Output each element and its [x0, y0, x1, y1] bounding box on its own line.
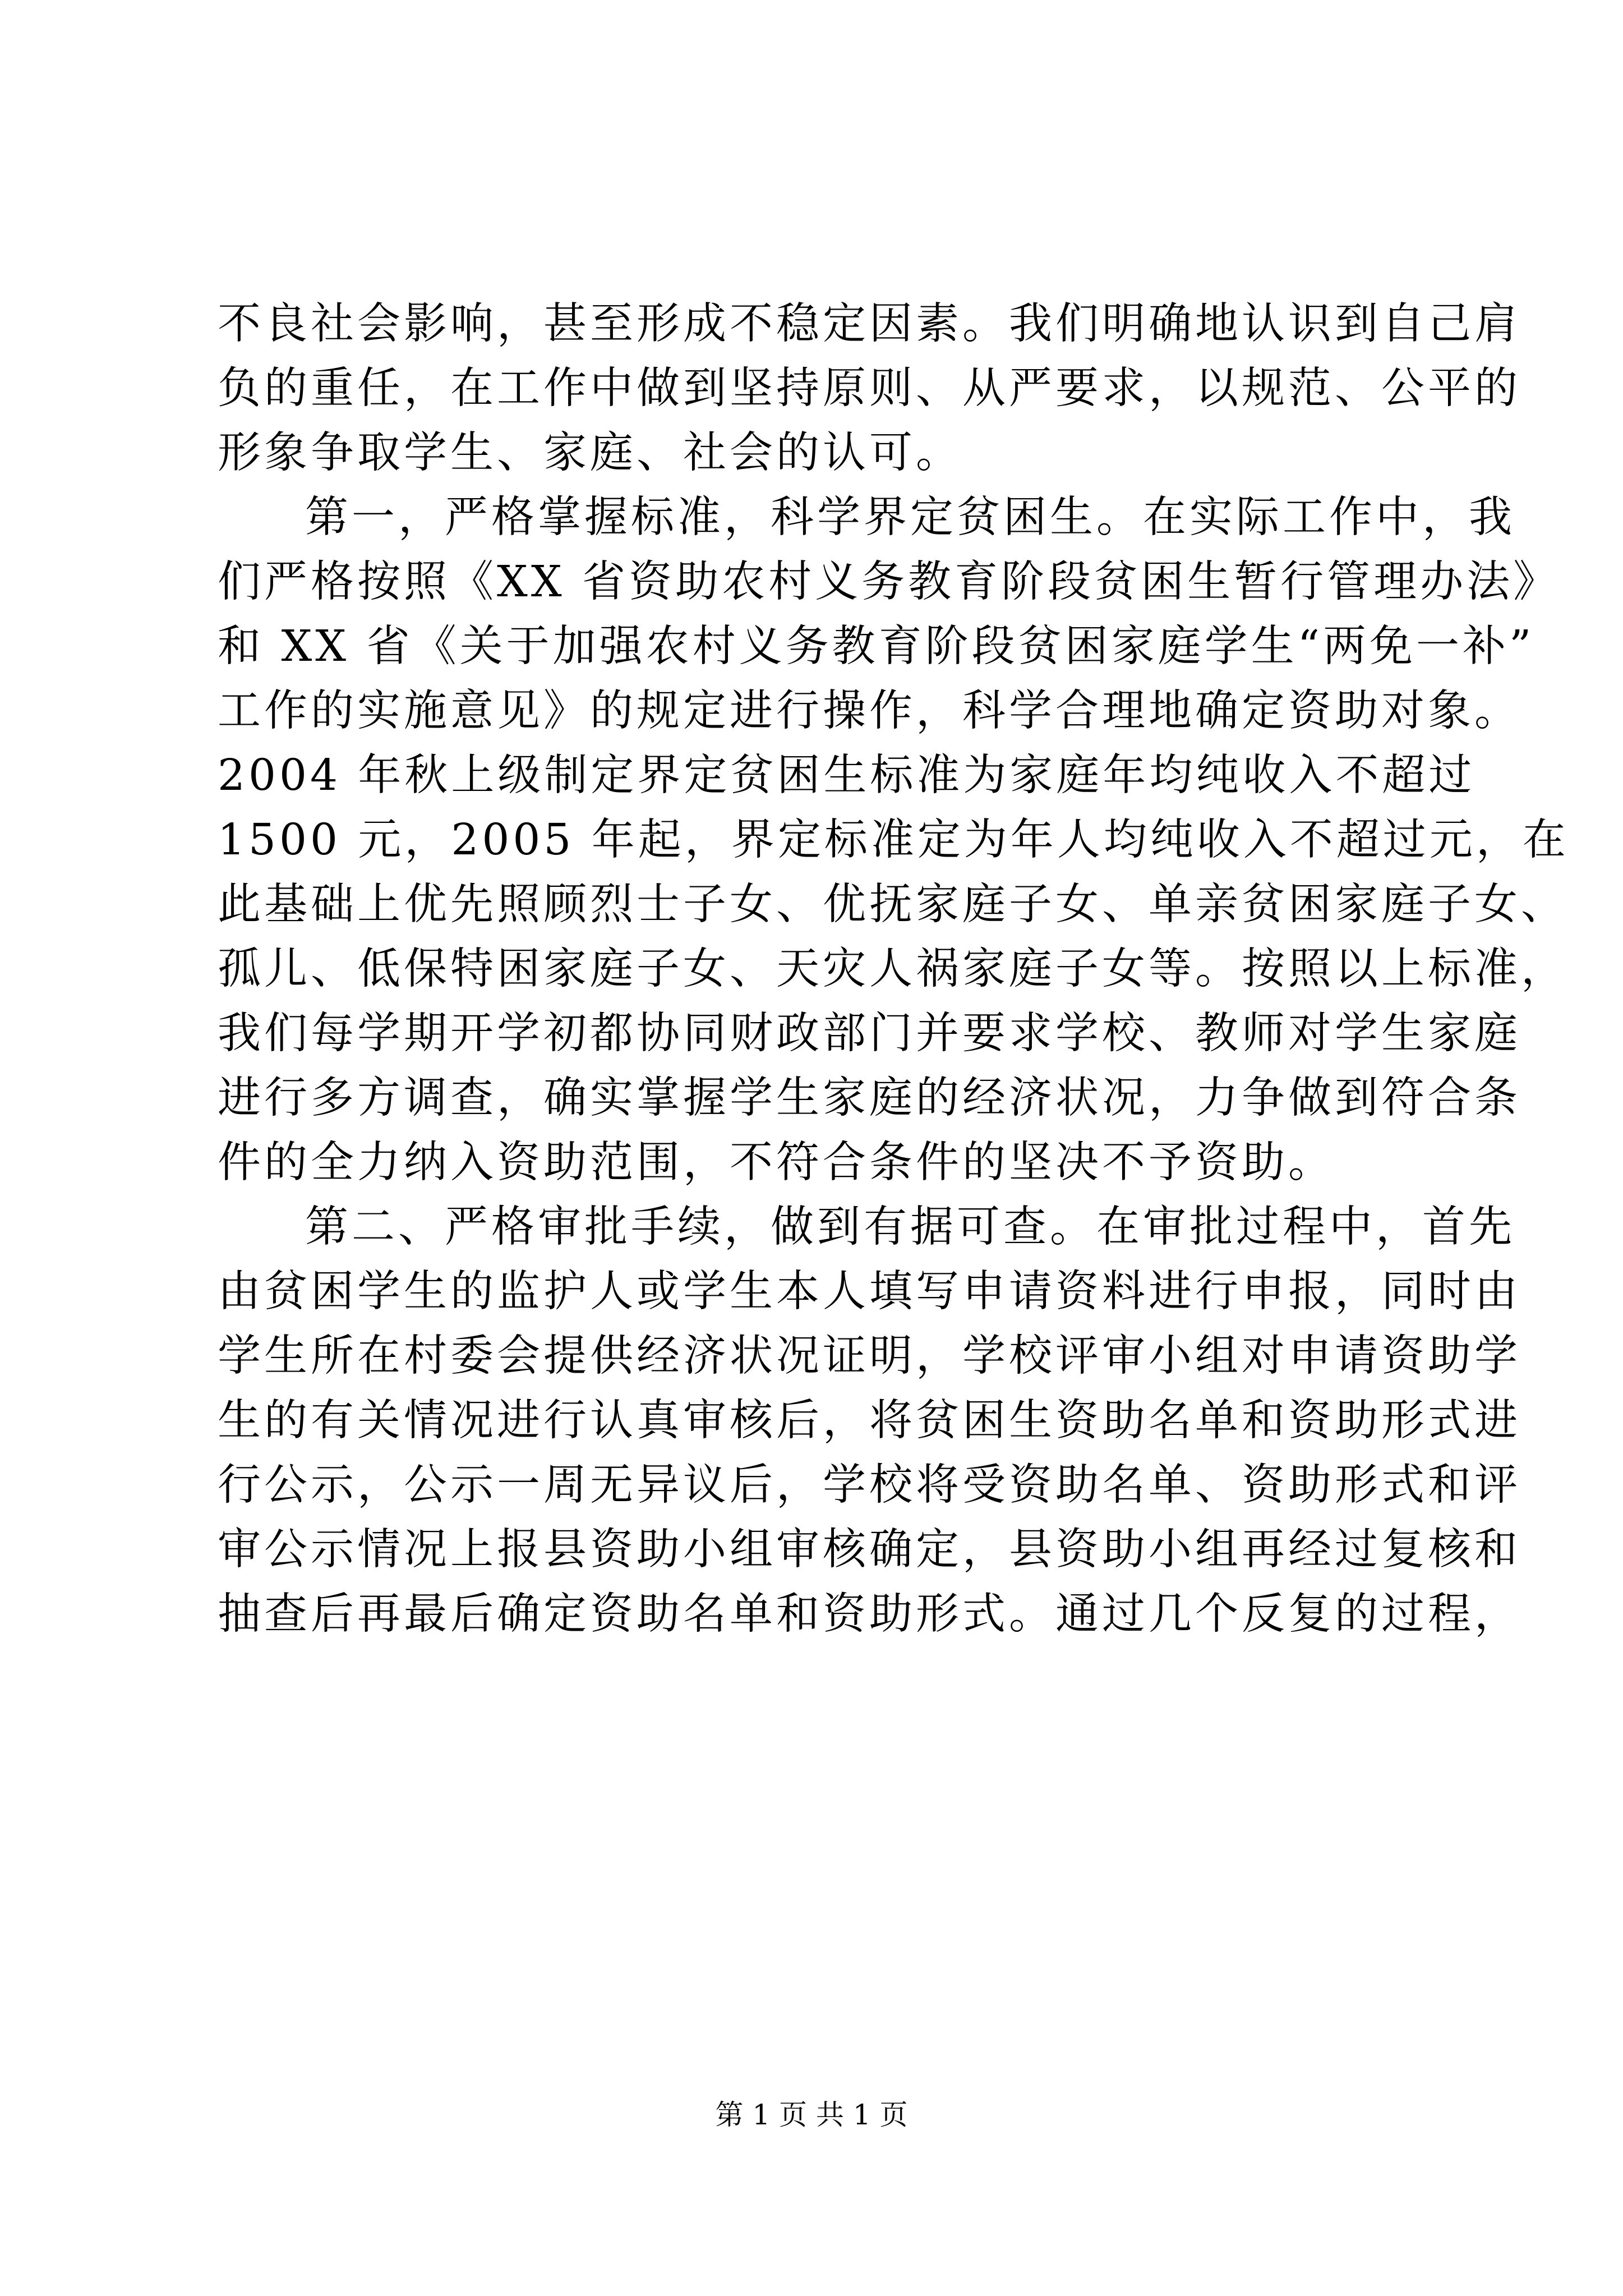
text-line: 工作的实施意见》的规定进行操作，科学合理地确定资助对象。	[218, 686, 1521, 736]
text-line: 生的有关情况进行认真审核后，将贫困生资助名单和资助形式进	[218, 1396, 1521, 1446]
text-line: 行公示，公示一周无异议后，学校将受资助名单、资助形式和评	[218, 1460, 1521, 1510]
text-line: 审公示情况上报县资助小组审核确定，县资助小组再经过复核和	[218, 1525, 1521, 1575]
text-line: 不良社会影响，甚至形成不稳定因素。我们明确地认识到自己肩	[218, 299, 1521, 349]
text-line: 1500 元，2005 年起，界定标准定为年人均纯收入不超过元，在	[218, 815, 1569, 865]
text-line: 进行多方调查，确实掌握学生家庭的经济状况，力争做到符合条	[218, 1073, 1521, 1123]
text-line: 孤儿、低保特困家庭子女、天灾人祸家庭子女等。按照以上标准，	[218, 944, 1567, 994]
page-footer: 第 1 页 共 1 页	[715, 2099, 908, 2131]
text-line: 2004 年秋上级制定界定贫困生标准为家庭年均纯收入不超过	[218, 751, 1476, 800]
text-line: 学生所在村委会提供经济状况证明，学校评审小组对申请资助学	[218, 1331, 1521, 1381]
text-line: 此基础上优先照顾烈士子女、优抚家庭子女、单亲贫困家庭子女、	[218, 880, 1567, 930]
text-line: 们严格按照《XX 省资助农村义务教育阶段贫困生暂行管理办法》	[218, 557, 1560, 607]
paragraph-2	[218, 485, 1569, 1195]
text-line: 我们每学期开学初都协同财政部门并要求学校、教师对学生家庭	[218, 1009, 1521, 1059]
paragraph-3	[218, 1195, 1521, 1646]
text-line: 件的全力纳入资助范围，不符合条件的坚决不予资助。	[218, 1138, 1335, 1188]
text-line: 和 XX 省《关于加强农村义务教育阶段贫困家庭学生“两免一补”	[218, 622, 1535, 671]
text-line: 由贫困学生的监护人或学生本人填写申请资料进行申报，同时由	[218, 1267, 1521, 1317]
paragraph-1	[218, 292, 1521, 485]
text-line: 第二、严格审批手续，做到有据可查。在审批过程中，首先	[305, 1202, 1515, 1252]
text-line: 抽查后再最后确定资助名单和资助形式。通过几个反复的过程，	[218, 1589, 1521, 1639]
document-body	[218, 292, 1569, 1646]
text-line: 第一，严格掌握标准，科学界定贫困生。在实际工作中，我	[305, 493, 1515, 542]
text-line: 形象争取学生、家庭、社会的认可。	[218, 428, 962, 478]
text-line: 负的重任，在工作中做到坚持原则、从严要求，以规范、公平的	[218, 364, 1521, 413]
